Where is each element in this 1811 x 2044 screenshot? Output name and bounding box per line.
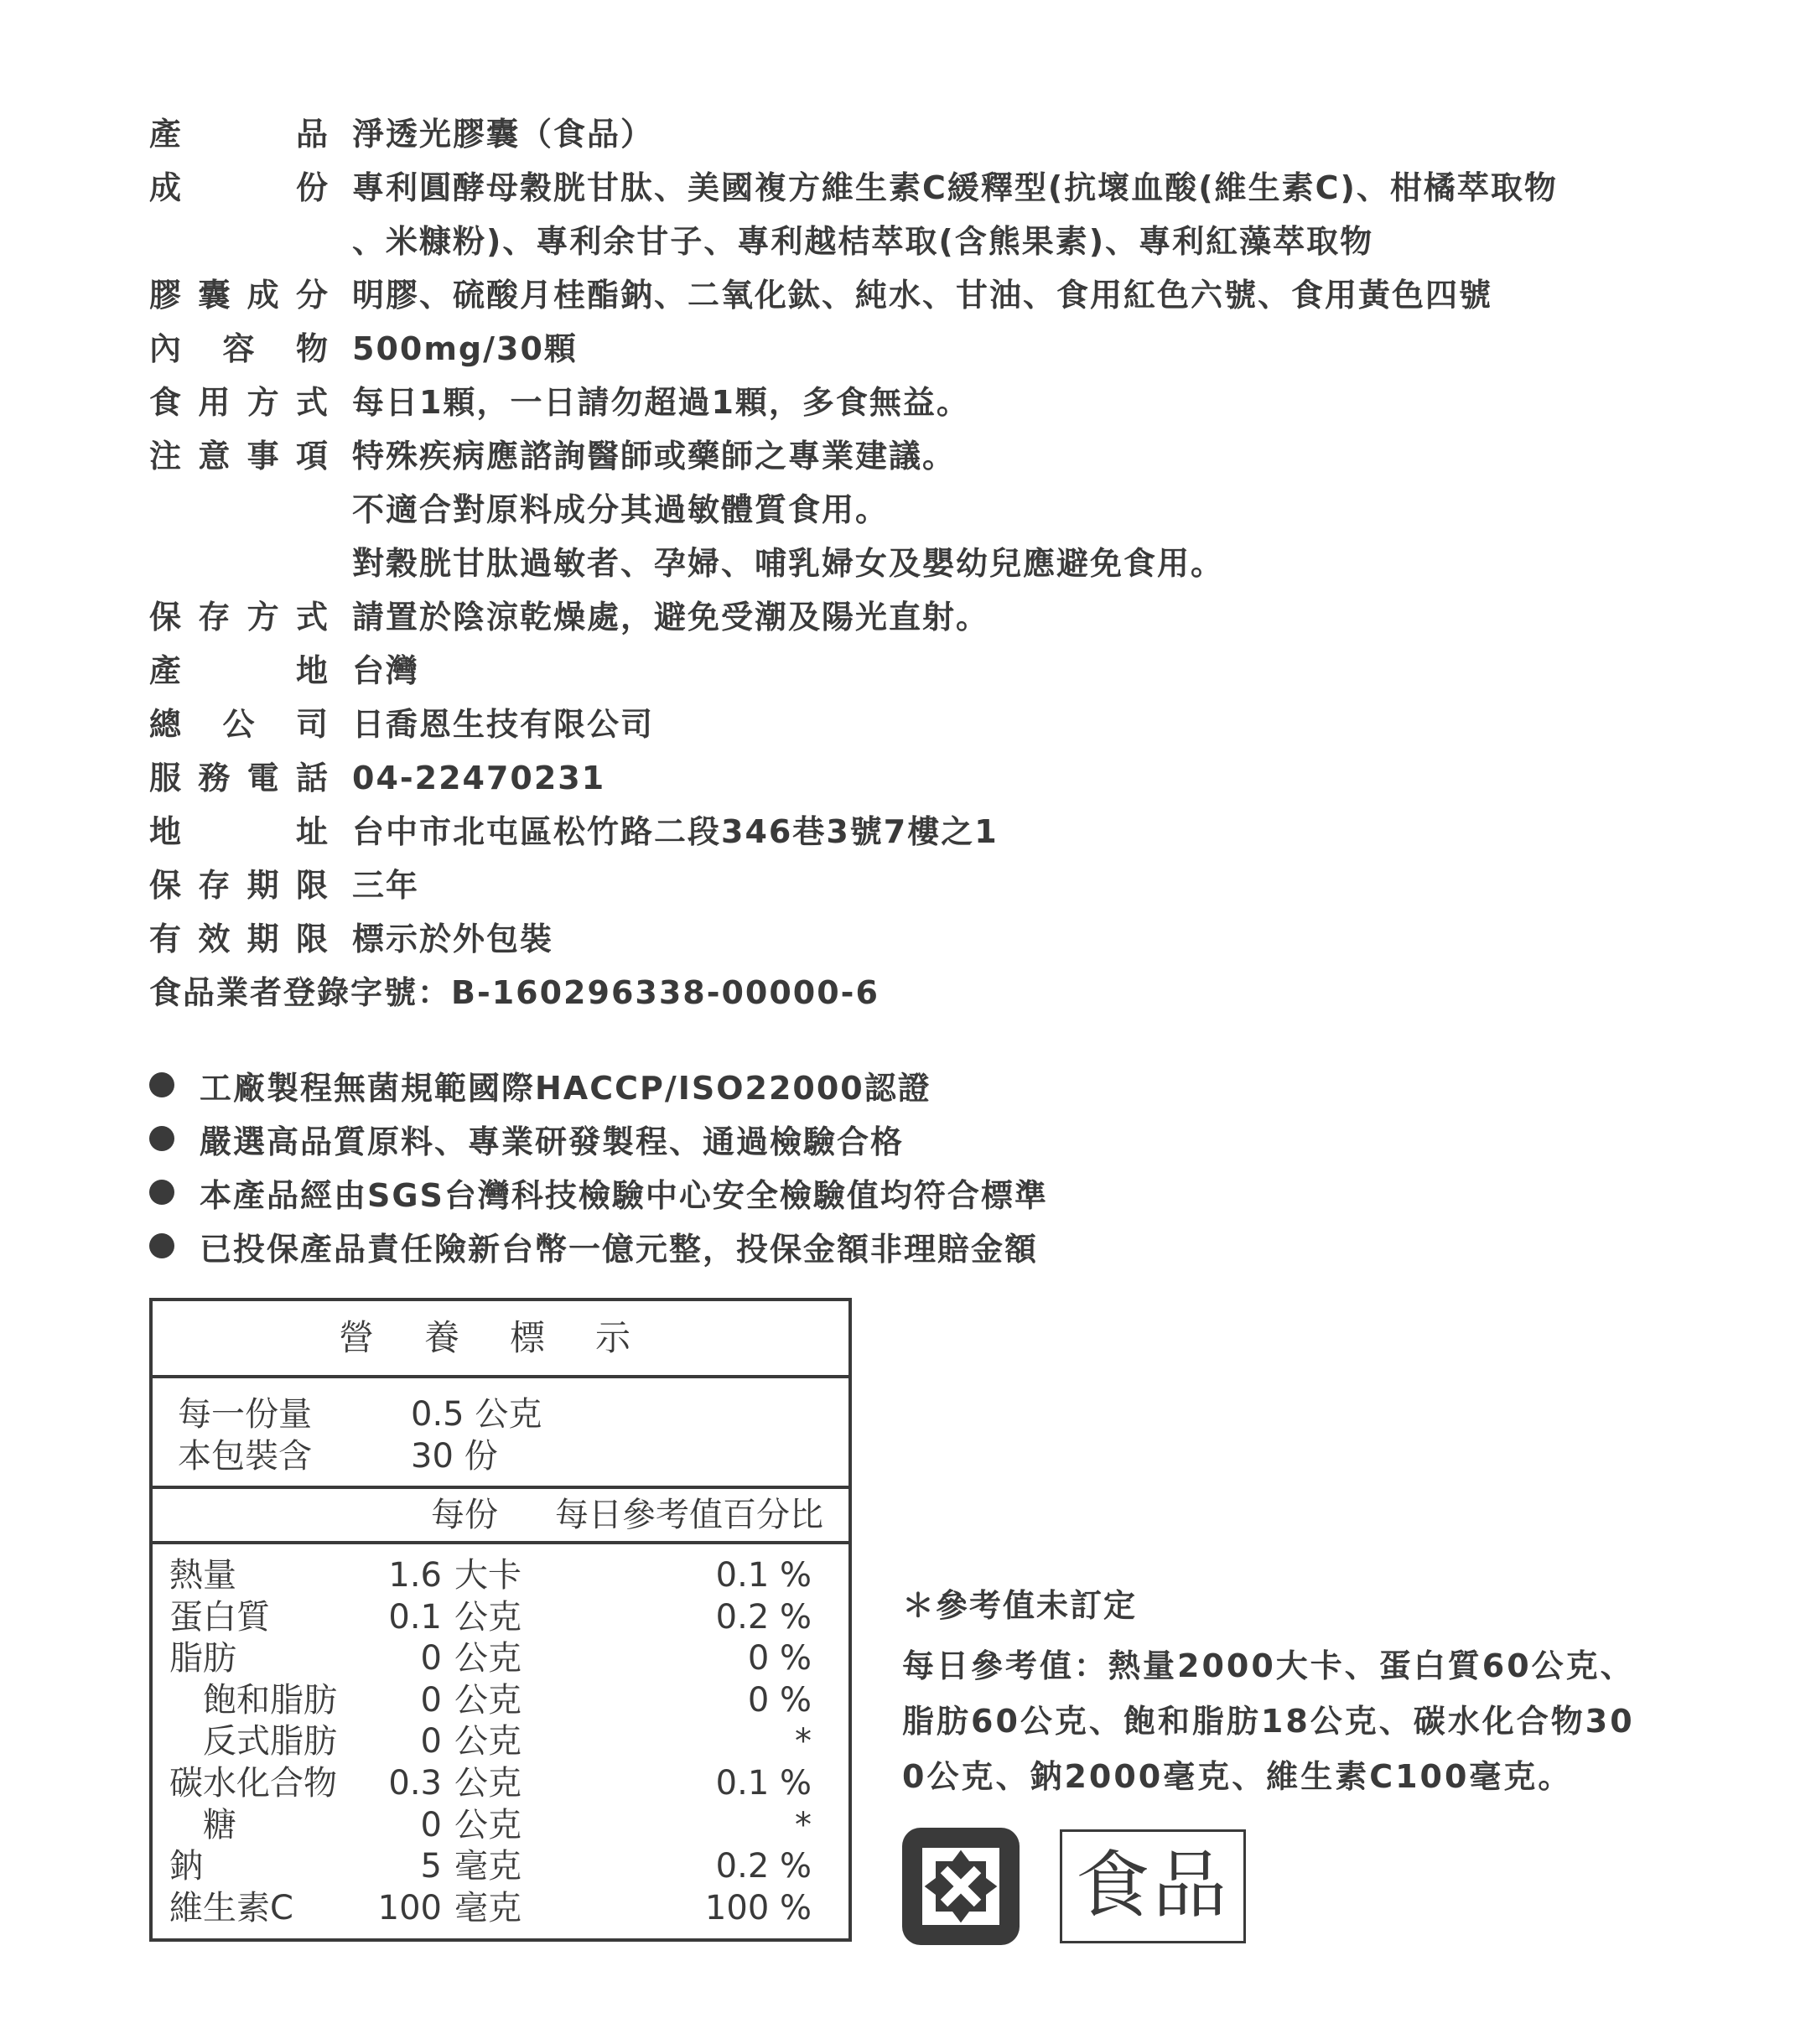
info-value-line: 三年 [352, 867, 420, 904]
nutrient-unit: 公克 [454, 1805, 522, 1844]
serving-label: 本包裝含 [178, 1437, 312, 1476]
nutrient-percent: * [795, 1722, 812, 1761]
info-label-char: 址 [295, 813, 330, 850]
info-value-line: 請置於陰涼乾燥處，避免受潮及陽光直射。 [352, 599, 990, 636]
nutrient-percent: 0.1 % [715, 1763, 812, 1803]
nutrient-percent: 0.2 % [715, 1597, 812, 1637]
info-value [352, 599, 989, 636]
nutrient-unit: 公克 [454, 1597, 522, 1637]
info-label-char: 方 [246, 599, 281, 636]
bullet-dot-icon [149, 1126, 174, 1151]
nutrient-unit: 公克 [454, 1680, 522, 1720]
info-value-line: 台灣 [352, 652, 420, 689]
feature-item [149, 1174, 1048, 1214]
info-row [149, 813, 1742, 850]
info-label [149, 706, 330, 743]
info-label-char: 存 [198, 599, 232, 636]
serving-label: 每一份量 [178, 1395, 312, 1434]
info-label-char: 產 [149, 116, 184, 153]
info-label-char: 意 [198, 438, 232, 475]
info-label-char: 成 [246, 277, 281, 314]
info-label [149, 116, 330, 153]
nutrient-percent: * [795, 1805, 812, 1844]
info-label-char: 物 [295, 330, 330, 367]
info-label-char: 膠 [149, 277, 184, 314]
info-value [352, 169, 1558, 260]
feature-text: 已投保產品責任險新台幣一億元整，投保金額非理賠金額 [200, 1230, 1039, 1268]
nutrition-row [153, 1887, 848, 1929]
info-label [149, 330, 330, 367]
info-value [352, 706, 654, 743]
serving-row [153, 1393, 848, 1435]
nutrient-name: 碳水化合物 [169, 1763, 337, 1803]
info-label-char: 產 [149, 652, 184, 689]
note-line: 0公克、鈉2000毫克、維生素C100毫克。 [902, 1758, 1573, 1795]
info-value-line: 日喬恩生技有限公司 [352, 706, 655, 743]
info-label-char: 務 [198, 760, 232, 796]
info-label-char: 囊 [198, 277, 232, 314]
daily-reference-note [902, 1585, 1749, 1804]
feature-list [149, 1066, 1048, 1281]
nutrient-percent: 0.2 % [715, 1847, 812, 1886]
serving-row [153, 1435, 848, 1477]
note-line: 每日參考值：熱量2000大卡、蛋白質60公克、 [902, 1647, 1635, 1684]
info-label [149, 169, 330, 206]
nutrition-title: 營養標示 [153, 1301, 848, 1378]
food-label-box: 食品 [1060, 1829, 1246, 1943]
info-value [352, 438, 1224, 582]
nutrient-name: 反式脂肪 [203, 1722, 337, 1761]
info-row [149, 438, 1742, 582]
info-value [352, 813, 999, 850]
nutrient-value: 0.3 [388, 1763, 442, 1803]
info-label-char: 電 [246, 760, 281, 796]
info-label-char: 保 [149, 867, 184, 904]
info-value [352, 277, 1492, 314]
info-label [149, 813, 330, 850]
info-label-char: 存 [198, 867, 232, 904]
nutrition-row [153, 1596, 848, 1638]
col-daily-percent: 每日參考值百分比 [555, 1496, 823, 1534]
feature-item [149, 1066, 1048, 1107]
info-value [352, 652, 419, 689]
nutrient-name: 鈉 [169, 1847, 203, 1886]
daily-reference-values [902, 1638, 1749, 1804]
nutrient-percent: 0.1 % [715, 1556, 812, 1595]
info-value [352, 384, 970, 421]
info-label-char: 品 [295, 116, 330, 153]
info-row [149, 760, 1742, 796]
recycle-icon [902, 1828, 1020, 1945]
feature-item [149, 1227, 1048, 1268]
info-label-char: 成 [149, 169, 184, 206]
info-label [149, 652, 330, 689]
info-label-char: 限 [295, 921, 330, 957]
info-value-line: 對穀胱甘肽過敏者、孕婦、哺乳婦女及嬰幼兒應避免食用。 [352, 545, 1225, 582]
info-row [149, 169, 1742, 260]
info-label-char: 總 [149, 706, 184, 743]
nutrient-value: 1.6 [388, 1556, 442, 1595]
nutrient-unit: 毫克 [454, 1847, 522, 1886]
nutrition-rows [153, 1544, 848, 1928]
nutrition-row [153, 1845, 848, 1887]
info-label [149, 760, 330, 796]
info-label [149, 438, 330, 475]
info-label [149, 384, 330, 421]
info-value [352, 921, 553, 957]
nutrient-name: 蛋白質 [169, 1597, 270, 1637]
nutrition-row [153, 1554, 848, 1596]
info-value-line: 標示於外包裝 [352, 921, 554, 957]
info-value [352, 867, 419, 904]
info-label-char: 司 [295, 706, 330, 743]
feature-text: 本產品經由SGS台灣科技檢驗中心安全檢驗值均符合標準 [200, 1176, 1048, 1214]
nutrition-column-headers [153, 1489, 848, 1544]
info-row [149, 599, 1742, 636]
bullet-dot-icon [149, 1233, 174, 1258]
info-label-char: 保 [149, 599, 184, 636]
info-label-char: 食 [149, 384, 184, 421]
col-per-serving: 每份 [431, 1496, 498, 1534]
info-row [149, 330, 1742, 367]
nutrient-value: 0 [420, 1722, 442, 1761]
info-label-char: 分 [295, 277, 330, 314]
info-label-char: 式 [295, 599, 330, 636]
bullet-dot-icon [149, 1180, 174, 1205]
nutrient-percent: 0 % [747, 1680, 812, 1720]
info-row [149, 706, 1742, 743]
info-row [149, 116, 1742, 153]
info-value-line: 每日1顆，一日請勿超過1顆，多食無益。 [352, 384, 970, 421]
info-value-line: 專利圓酵母穀胱甘肽、美國複方維生素C緩釋型(抗壞血酸(維生素C)、柑橘萃取物 [352, 169, 1558, 206]
info-label-char: 公 [222, 706, 257, 743]
nutrient-unit: 大卡 [454, 1556, 522, 1595]
feature-text: 工廠製程無菌規範國際HACCP/ISO22000認證 [200, 1069, 931, 1107]
info-value-line: 明膠、硫酸月桂酯鈉、二氧化鈦、純水、甘油、食用紅色六號、食用黃色四號 [352, 277, 1493, 314]
nutrient-value: 0.1 [388, 1597, 442, 1637]
nutrient-unit: 公克 [454, 1639, 522, 1678]
info-label-char: 話 [295, 760, 330, 796]
info-label [149, 921, 330, 957]
nutrient-percent: 100 % [704, 1888, 812, 1927]
info-label-char: 地 [149, 813, 184, 850]
info-label-char: 方 [246, 384, 281, 421]
feature-text: 嚴選高品質原料、專業研發製程、通過檢驗合格 [200, 1123, 905, 1160]
bullet-dot-icon [149, 1072, 174, 1097]
product-info [149, 116, 1742, 1028]
info-value [352, 330, 578, 367]
info-label-char: 內 [149, 330, 184, 367]
nutrient-name: 飽和脂肪 [203, 1680, 337, 1720]
nutrient-value: 0 [420, 1805, 442, 1844]
info-label-char: 服 [149, 760, 184, 796]
nutrient-unit: 公克 [454, 1722, 522, 1761]
info-label-char: 容 [222, 330, 257, 367]
nutrition-table [149, 1298, 852, 1942]
nutrient-name: 熱量 [169, 1556, 236, 1595]
info-value-line: 不適合對原料成分其過敏體質食用。 [352, 491, 890, 528]
nutrient-name: 維生素C [169, 1888, 293, 1927]
nutrient-unit: 毫克 [454, 1888, 522, 1927]
nutrient-value: 0 [420, 1639, 442, 1678]
nutrition-row [153, 1637, 848, 1679]
info-label-char: 項 [295, 438, 330, 475]
reference-undefined-note: ＊參考值未訂定 [902, 1587, 1138, 1624]
info-row [149, 277, 1742, 314]
note-line: 脂肪60公克、飽和脂肪18公克、碳水化合物30 [902, 1703, 1635, 1740]
info-value [352, 116, 654, 153]
info-label-char: 期 [246, 921, 281, 957]
info-label-char: 期 [246, 867, 281, 904]
nutrition-row [153, 1720, 848, 1762]
nutrient-name: 糖 [203, 1805, 236, 1844]
info-label-char: 限 [295, 867, 330, 904]
nutrient-value: 0 [420, 1680, 442, 1720]
serving-value: 0.5 公克 [411, 1395, 542, 1434]
info-row [149, 384, 1742, 421]
nutrient-unit: 公克 [454, 1763, 522, 1803]
info-value-line: 淨透光膠囊（食品） [352, 116, 655, 153]
nutrition-row [153, 1762, 848, 1804]
serving-info [153, 1378, 848, 1489]
info-label-char: 有 [149, 921, 184, 957]
nutrition-row [153, 1804, 848, 1846]
info-label [149, 867, 330, 904]
nutrient-percent: 0 % [747, 1639, 812, 1678]
info-label-char: 份 [295, 169, 330, 206]
feature-item [149, 1120, 1048, 1160]
info-label-char: 式 [295, 384, 330, 421]
info-value-line: 、米糠粉)、專利余甘子、專利越桔萃取(含熊果素)、專利紅藻萃取物 [352, 223, 1374, 260]
nutrient-value: 5 [420, 1847, 442, 1886]
nutrient-value: 100 [377, 1888, 442, 1927]
info-label-char: 地 [295, 652, 330, 689]
info-value-line: 台中市北屯區松竹路二段346巷3號7樓之1 [352, 813, 999, 850]
registration-number: 食品業者登錄字號：B-160296338-00000-6 [149, 974, 880, 1011]
info-row [149, 921, 1742, 957]
info-value [352, 760, 605, 796]
info-label-char: 事 [246, 438, 281, 475]
info-value-line: 特殊疾病應諮詢醫師或藥師之專業建議。 [352, 438, 957, 475]
info-label [149, 599, 330, 636]
info-label-char: 用 [198, 384, 232, 421]
info-value-line: 500mg/30顆 [352, 330, 578, 367]
info-row [149, 652, 1742, 689]
serving-value: 30 份 [411, 1437, 498, 1476]
info-row [149, 867, 1742, 904]
nutrition-row [153, 1679, 848, 1721]
info-value-line: 04-22470231 [352, 760, 606, 796]
info-label-char: 注 [149, 438, 184, 475]
info-label [149, 277, 330, 314]
nutrient-name: 脂肪 [169, 1639, 236, 1678]
info-label-char: 效 [198, 921, 232, 957]
